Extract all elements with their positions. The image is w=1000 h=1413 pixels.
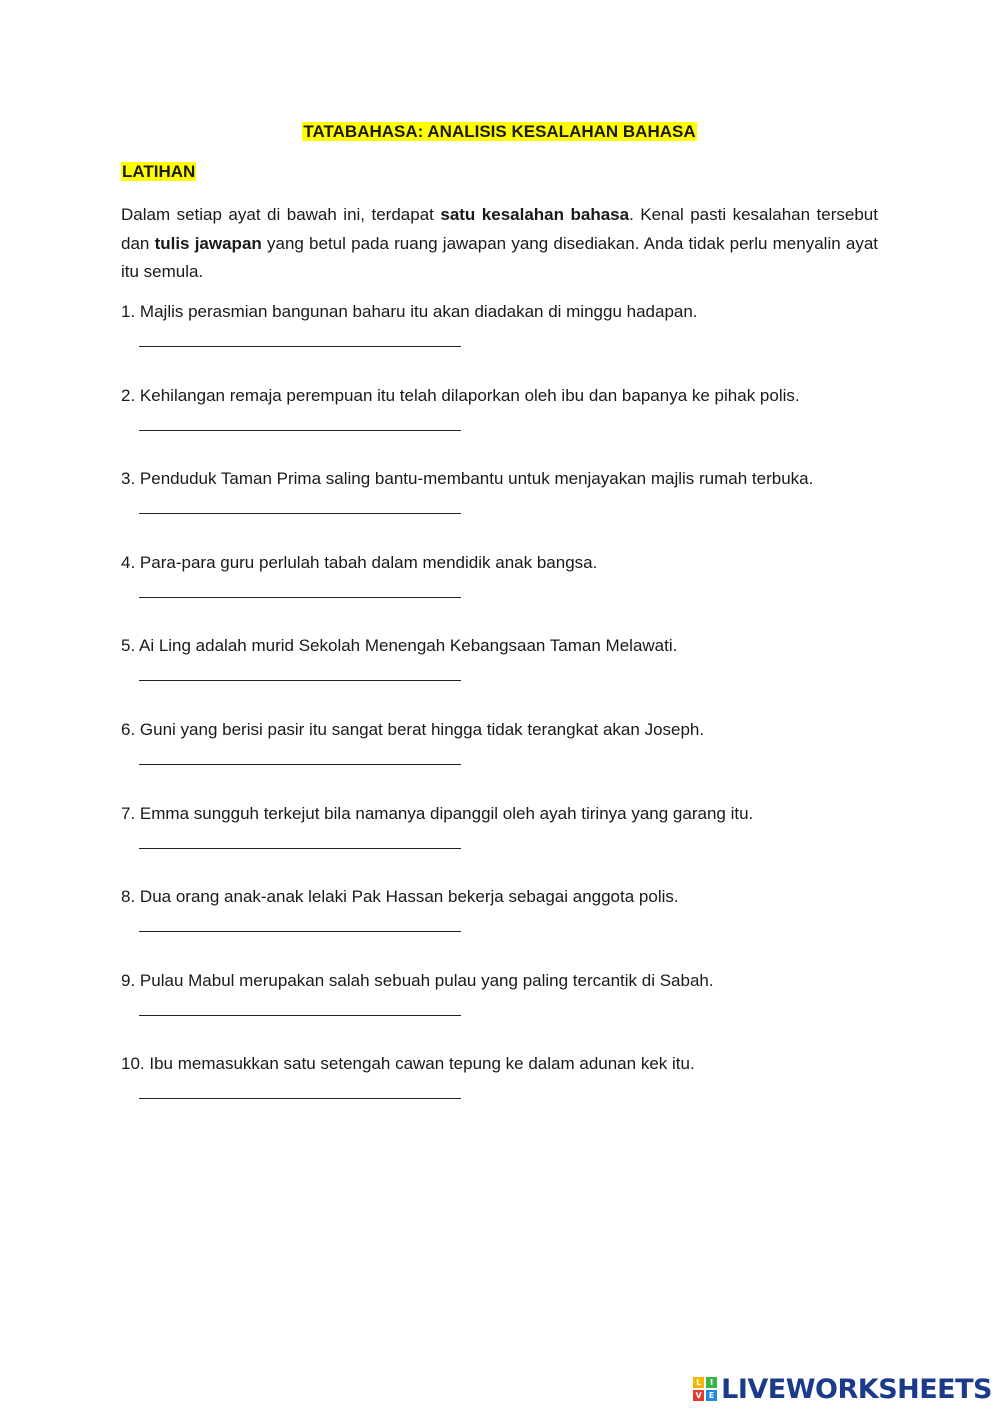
title-text: TATABAHASA: ANALISIS KESALAHAN BAHASA (303, 122, 696, 141)
question-item (121, 1051, 878, 1135)
question-number: 5. (121, 636, 136, 656)
question-text (121, 550, 878, 576)
instructions-part-3: yang betul pada ruang jawapan yang disediakan. Anda tidak perlu menyalin ayat itu semula. (121, 233, 879, 281)
instructions-bold-2: tulis jawapan (154, 233, 262, 253)
liveworksheets-logo (693, 1371, 992, 1407)
question-sentence: Majlis perasmian bangunan baharu itu akan diadakan di minggu hadapan. (139, 302, 698, 321)
question-item (121, 383, 878, 467)
answer-line[interactable] (139, 597, 461, 598)
question-text (121, 801, 878, 827)
logo-text: LIVEWORKSHEETS (721, 1373, 992, 1405)
instructions-part-2: . Kenal pasti kesalahan tersebut dan (121, 205, 878, 253)
question-text (121, 884, 878, 910)
question-text (121, 633, 878, 659)
instructions-bold-1: satu kesalahan bahasa (440, 205, 630, 224)
question-number: 3. (121, 469, 136, 489)
answer-line[interactable] (139, 931, 461, 932)
question-item (121, 299, 878, 383)
question-number: 4. (121, 552, 136, 572)
question-item (121, 717, 878, 801)
question-text (121, 1051, 878, 1077)
question-number: 7. (121, 803, 136, 823)
logo-tile: L (693, 1377, 704, 1388)
section-label (121, 160, 196, 184)
question-number: 9. (121, 970, 136, 990)
question-item (121, 633, 878, 717)
question-number: 10. (121, 1054, 145, 1074)
question-sentence: Emma sungguh terkejut bila namanya dipanggil oleh ayah tirinya yang garang itu. (139, 803, 754, 823)
question-number: 2. (121, 385, 136, 405)
question-text (121, 717, 878, 743)
question-item (121, 801, 878, 885)
question-sentence: Para-para guru perlulah tabah dalam mendidik anak bangsa. (139, 552, 598, 572)
answer-line[interactable] (139, 346, 461, 347)
question-sentence: Penduduk Taman Prima saling bantu-membantu untuk menjayakan majlis rumah terbuka. (139, 469, 814, 489)
instructions-part-1: Dalam setiap ayat di bawah ini, terdapat (121, 205, 441, 224)
question-sentence: Kehilangan remaja perempuan itu telah dilaporkan oleh ibu dan bapanya ke pihak polis. (139, 385, 800, 405)
logo-tile: I (706, 1377, 717, 1388)
question-sentence: Pulau Mabul merupakan salah sebuah pulau yang paling tercantik di Sabah. (139, 970, 714, 990)
subtitle-text: LATIHAN (122, 162, 196, 181)
question-text (121, 968, 878, 994)
question-number: 8. (121, 887, 136, 907)
question-text (121, 466, 878, 492)
question-sentence: Ai Ling adalah murid Sekolah Menengah Kebangsaan Taman Melawati. (138, 636, 678, 656)
question-sentence: Dua orang anak-anak lelaki Pak Hassan bekerja sebagai anggota polis. (139, 887, 679, 907)
question-text (121, 299, 878, 325)
question-item (121, 884, 878, 968)
answer-line[interactable] (139, 680, 461, 681)
question-sentence: Ibu memasukkan satu setengah cawan tepung ke dalam adunan kek itu. (149, 1054, 695, 1074)
question-text (121, 383, 878, 409)
answer-line[interactable] (139, 513, 461, 514)
logo-tile: E (706, 1390, 717, 1401)
logo-icon (693, 1377, 717, 1401)
question-list (121, 299, 878, 1135)
answer-line[interactable] (139, 1015, 461, 1016)
question-item (121, 466, 878, 550)
logo-tile: V (693, 1390, 704, 1401)
question-item (121, 550, 878, 634)
answer-line[interactable] (139, 848, 461, 849)
answer-line[interactable] (139, 1098, 461, 1099)
question-number: 6. (121, 719, 136, 739)
question-sentence: Guni yang berisi pasir itu sangat berat hingga tidak terangkat akan Joseph. (139, 719, 705, 739)
worksheet-title (121, 120, 878, 144)
question-item (121, 968, 878, 1052)
instructions-paragraph (121, 201, 878, 287)
answer-line[interactable] (139, 764, 461, 765)
question-number: 1. (121, 302, 136, 321)
answer-line[interactable] (139, 430, 461, 431)
